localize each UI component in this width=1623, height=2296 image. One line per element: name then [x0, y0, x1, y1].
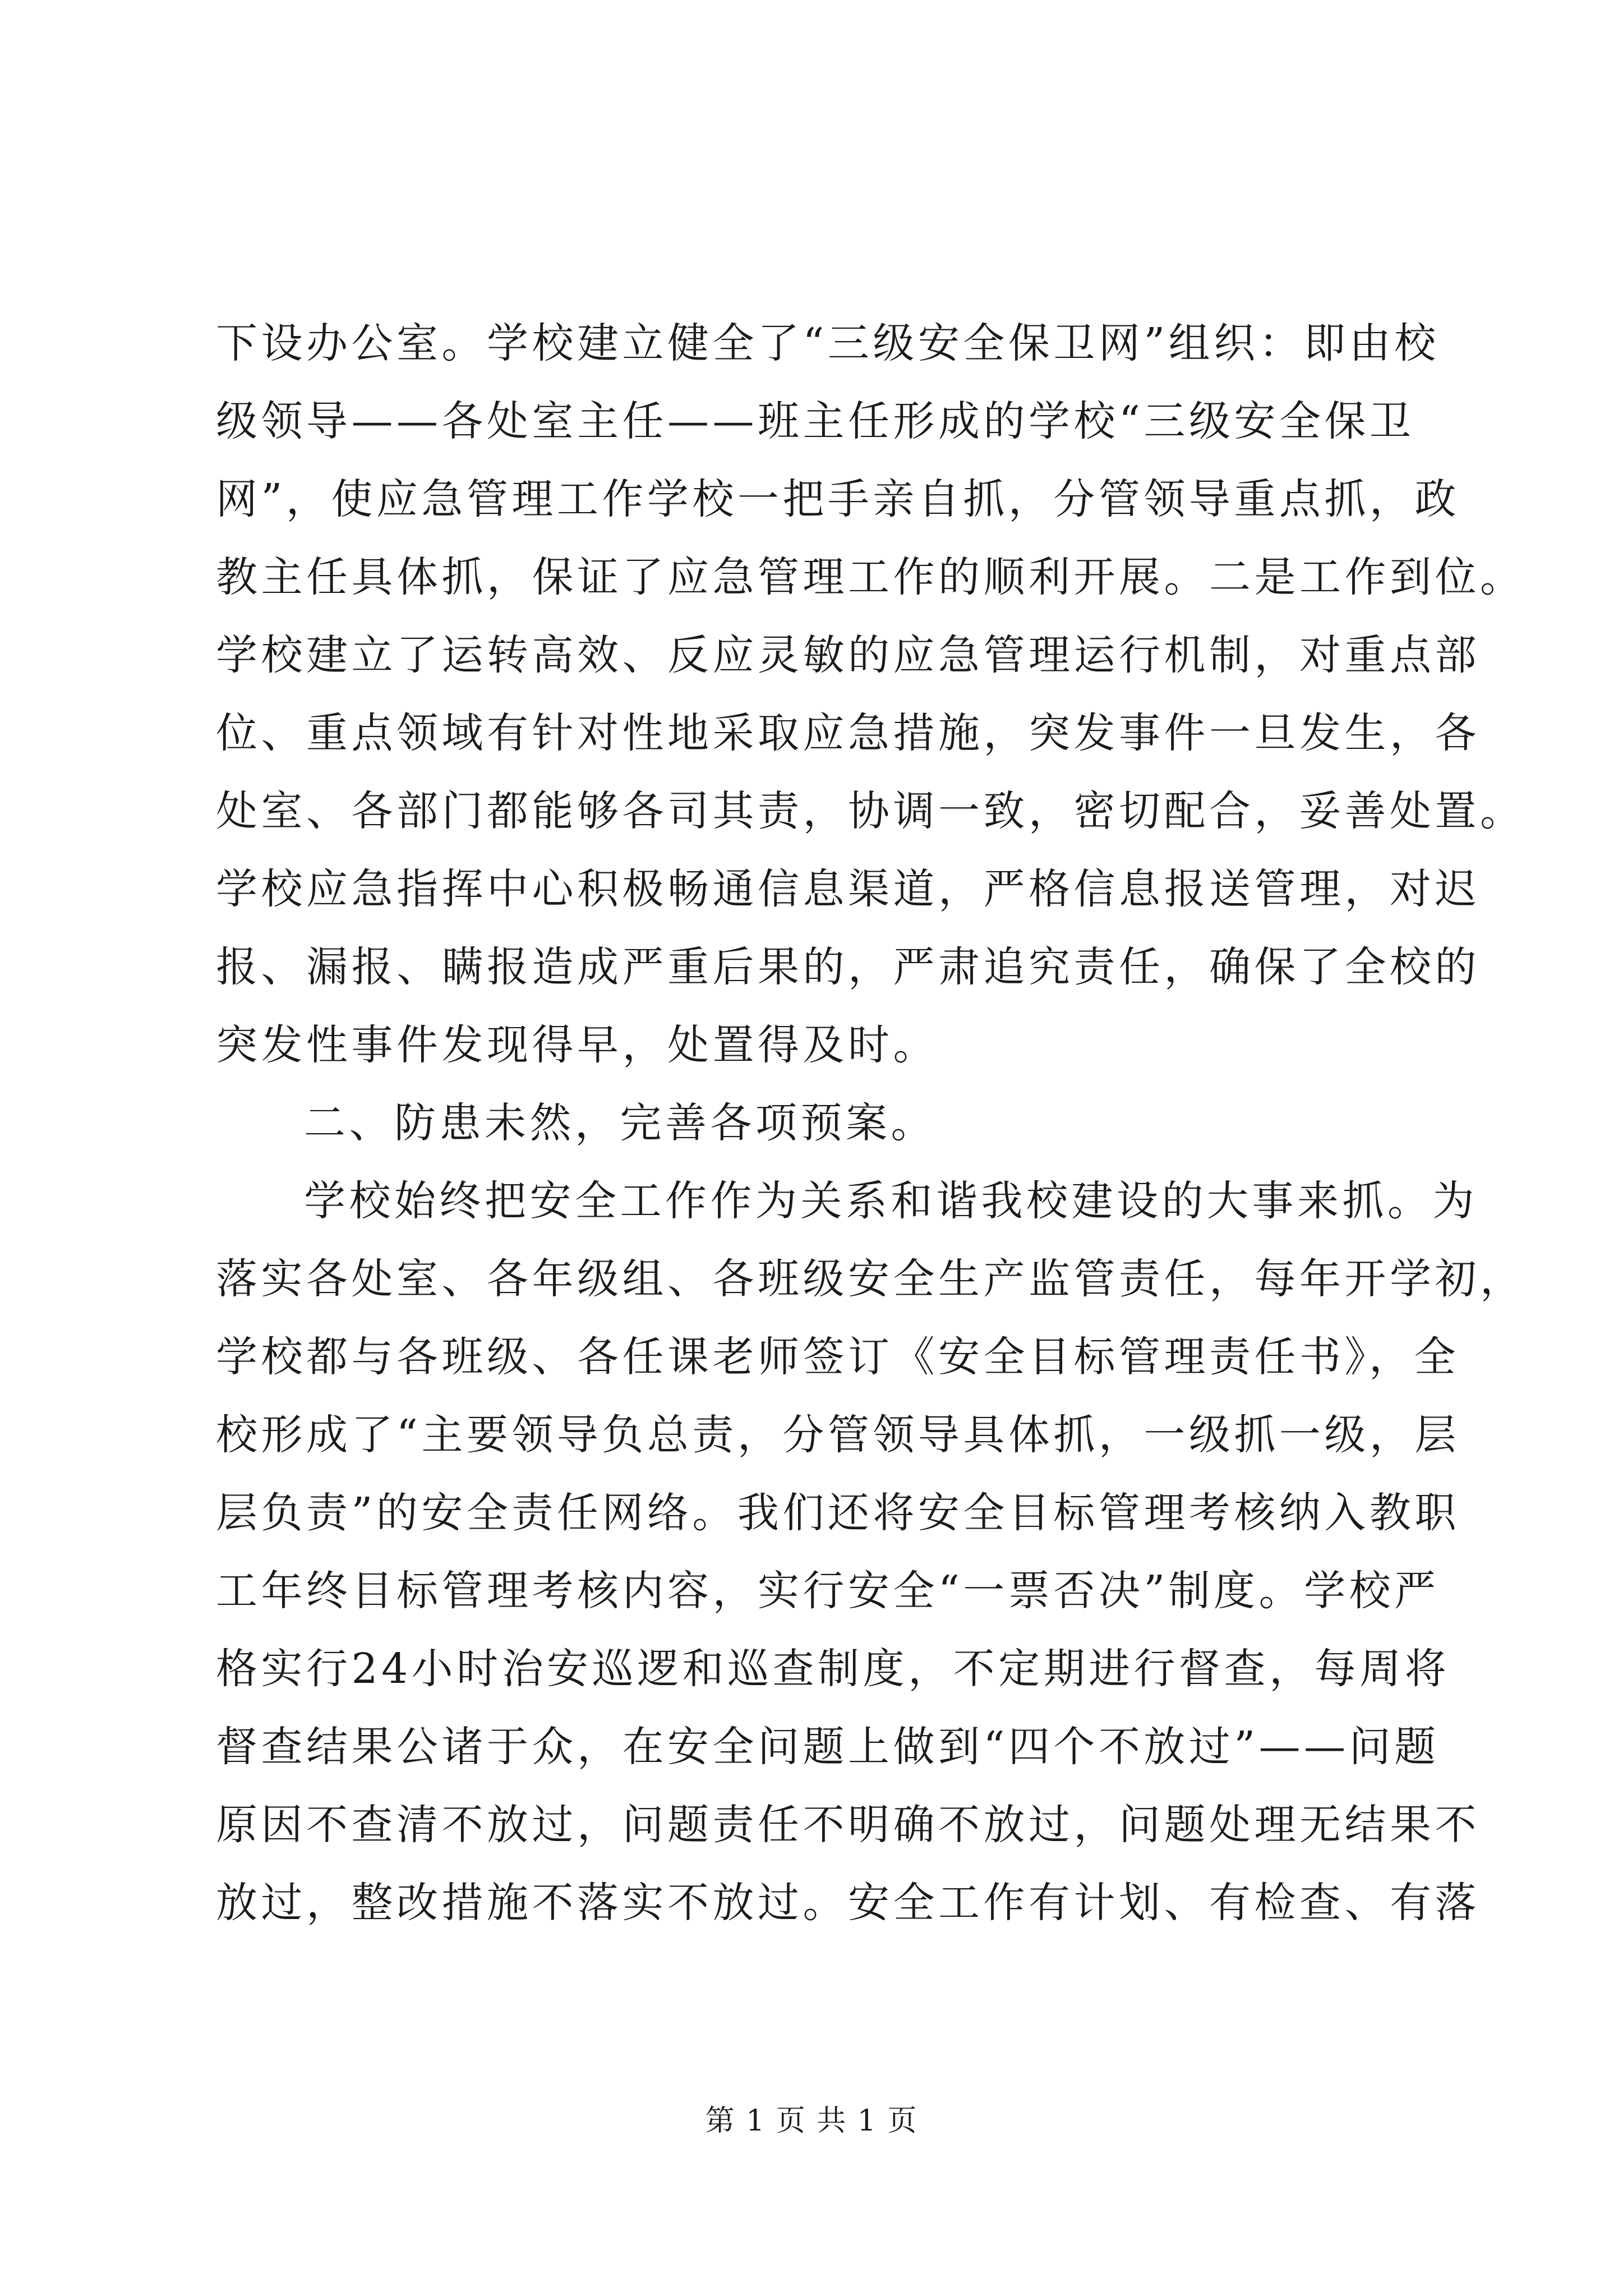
text-line: 位、重点领域有针对性地采取应急措施，突发事件一旦发生，各 — [216, 709, 1480, 757]
text-line: 级领导——各处室主任——班主任形成的学校“三级安全保卫 — [216, 397, 1415, 445]
text-line: 学校应急指挥中心积极畅通信息渠道，严格信息报送管理，对迟 — [216, 865, 1480, 913]
text-line: 教主任具体抓，保证了应急管理工作的顺利开展。二是工作到位。 — [216, 553, 1525, 601]
text-line: 层负责”的安全责任网络。我们还将安全目标管理考核纳入教职 — [216, 1489, 1460, 1537]
text-line: 学校始终把安全工作作为关系和谐我校建设的大事来抓。为 — [304, 1177, 1478, 1225]
text-line: 突发性事件发现得早，处置得及时。 — [216, 1021, 938, 1069]
text-line: 下设办公室。学校建立健全了“三级安全保卫网”组织：即由校 — [216, 319, 1440, 367]
page-footer: 第 1 页 共 1 页 — [705, 2104, 918, 2138]
text-line: 督查结果公诸于众，在安全问题上做到“四个不放过”——问题 — [216, 1723, 1440, 1771]
text-line: 工年终目标管理考核内容，实行安全“一票否决”制度。学校严 — [216, 1567, 1440, 1615]
text-line: 报、漏报、瞒报造成严重后果的，严肃追究责任，确保了全校的 — [216, 943, 1480, 991]
text-line: 格实行24小时治安巡逻和巡查制度，不定期进行督查，每周将 — [216, 1645, 1450, 1693]
text-line: 原因不查清不放过，问题责任不明确不放过，问题处理无结果不 — [216, 1801, 1480, 1849]
section-heading: 二、防患未然，完善各项预案。 — [304, 1099, 936, 1147]
text-line: 放过，整改措施不落实不放过。安全工作有计划、有检查、有落 — [216, 1879, 1480, 1927]
text-line: 处室、各部门都能够各司其责，协调一致，密切配合，妥善处置。 — [216, 787, 1525, 835]
text-line: 学校都与各班级、各任课老师签订《安全目标管理责任书》，全 — [216, 1333, 1459, 1381]
text-line: 落实各处室、各年级组、各班级安全生产监管责任，每年开学初， — [216, 1255, 1525, 1303]
text-line: 学校建立了运转高效、反应灵敏的应急管理运行机制，对重点部 — [216, 631, 1480, 679]
text-line: 网”，使应急管理工作学校一把手亲自抓，分管领导重点抓，政 — [216, 475, 1460, 523]
text-line: 校形成了“主要领导负总责，分管领导具体抓，一级抓一级，层 — [216, 1411, 1460, 1459]
